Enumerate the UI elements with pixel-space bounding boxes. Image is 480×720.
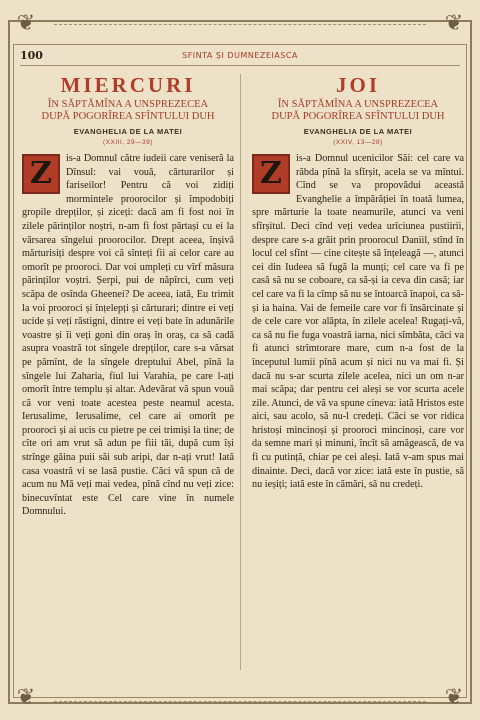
gospel-text-body: is-a Domnul către iudeii care veniseră la Dînsul: vai vouă, cărturarilor și fariseilor! Pentru că voi zidiți mormintele proorocilor și împodobiți gropile drepților, și ziceți: dacă am fi fost noi în zilele părinților noștri, n-am fi fost părtași cu ei la vărsarea sîngelui proorocilor. Drept aceea, înșivă mărturisiți despre voi că sînteți fii ai celor care au omorît pe prooroci. Dar voi umpleți cu vîrf măsura părinților voștri. Șerpi, pui de năpîrci, cum veți scăpa de osînda Gheenei? De aceea, iată, Eu trimit la voi prooroci și înțelepți și cărturari; dintre ei veți ucide și veți răstigni, dintre ei veți bate în adunările voastre și îi veți goni din oraș în oraș, ca să cadă asupra voastră tot sîngele drepților, care s-a vărsat pe pămînt, de la sîngele dreptului Abel, pînă la sîngele lui Zaharia, fiul lui Varahia, pe care l-ați omorît între templu și altar. Adevărat vă spun vouă că vor veni toate acestea peste neamul acesta. Ierusalime, Ierusalime, cel care ai omorît pe prooroci și ai ucis cu pietre pe cei trimiși la tine; de cîte ori am vrut să adun pe fiii tăi, după cum își strînge găina puii săi sub aripi, dar n-ați vrut! Iată casa voastră vi se lasă pustie. Căci vă spun că de acum nu Mă veți mai vedea, pînă cînd nu veți zice: binecuvîntat este Cel care vine în numele Domnului.: [22, 153, 234, 518]
gospel-text: [22, 152, 234, 519]
drop-cap: [22, 154, 60, 194]
page-number: 100: [20, 49, 43, 62]
week-subtitle-line2: DUPĂ POGORÎREA SFÎNTULUI DUH: [271, 111, 445, 122]
corner-ornament-icon: ❦: [16, 685, 36, 710]
scripture-reference: (XXIII, 29—39): [103, 139, 153, 146]
column-divider: [240, 74, 241, 670]
day-title: MIERCURI: [60, 74, 196, 97]
left-column: [22, 74, 234, 678]
week-subtitle-line1: ÎN SĂPTĂMÎNA A UNSPREZECEA: [47, 99, 209, 110]
week-subtitle-line1: ÎN SĂPTĂMÎNA A UNSPREZECEA: [277, 99, 439, 110]
right-column: [252, 74, 464, 678]
corner-ornament-icon: ❦: [444, 11, 464, 36]
gospel-text: [252, 152, 464, 492]
bottom-ornament-line: [54, 701, 426, 702]
corner-ornament-icon: ❦: [16, 11, 36, 36]
week-subtitle-line2: DUPĂ POGORÎREA SFÎNTULUI DUH: [41, 111, 215, 122]
gospel-heading: EVANGHELIA DE LA MATEI: [73, 127, 183, 136]
drop-cap-letter: Z: [30, 156, 52, 191]
gospel-text-body: is-a Domnul ucenicilor Săi: cel care va răbda pînă la sfîrșit, acela se va mîntui. Cînd se va propovădui această Evanghelie a împărăției în toată lumea, spre mărturie la toate neamurile, atunci va veni sfîrșitul. Deci cînd veți vedea urîciunea pustiirii, despre care s-a grăit prin proorocul Daniil, stînd în locul cel sfînt — cine citește să înțeleagă —, atunci cei din Iudeea să fugă la munți; cel care va fi pe casă să nu se coboare, ca să-și ia ceva din casă; iar cel care va fi la cîmp să nu se întoarcă înapoi, ca să-și ia haina. Vai de femeile care vor fi însărcinate și de cele care vor alăpta, în zilele acelea! Rugați-vă, ca să nu fie fuga voastră iarna, nici sîmbăta, căci va fi atunci strîmtorare mare, cum n-a fost de la începutul lumii pînă acum și nici nu va mai fi. Și dacă nu s-ar scurta zilele acelea, nici un om n-ar mai scăpa; dar pentru cei aleși se vor scurta acele zile. Atunci, de vă va spune cineva: iată Hristos este aici, sau acolo, să nu-l credeți. Căci se vor ridica hristoși mincinoși și prooroci mincinoși, care vor da semne mari și minuni, încît să amăgească, de va fi cu putință, chiar pe cei aleși. Iată v-am spus mai dinainte. Deci, dacă vor zice: iată este în pustie, să nu ieșiți; iată este în cămări, să nu credeți.: [252, 153, 464, 491]
scripture-reference: (XXIV, 13—28): [333, 139, 383, 146]
corner-ornament-icon: ❦: [444, 685, 464, 710]
drop-cap-letter: Z: [260, 156, 282, 191]
drop-cap: [252, 154, 290, 194]
running-title: SFINTA ȘI DUMNEZEIASCA: [182, 51, 298, 60]
gospel-heading: EVANGHELIA DE LA MATEI: [303, 127, 413, 136]
page-header: [20, 49, 460, 66]
day-title: JOI: [335, 74, 380, 97]
top-ornament-line: [54, 24, 426, 25]
